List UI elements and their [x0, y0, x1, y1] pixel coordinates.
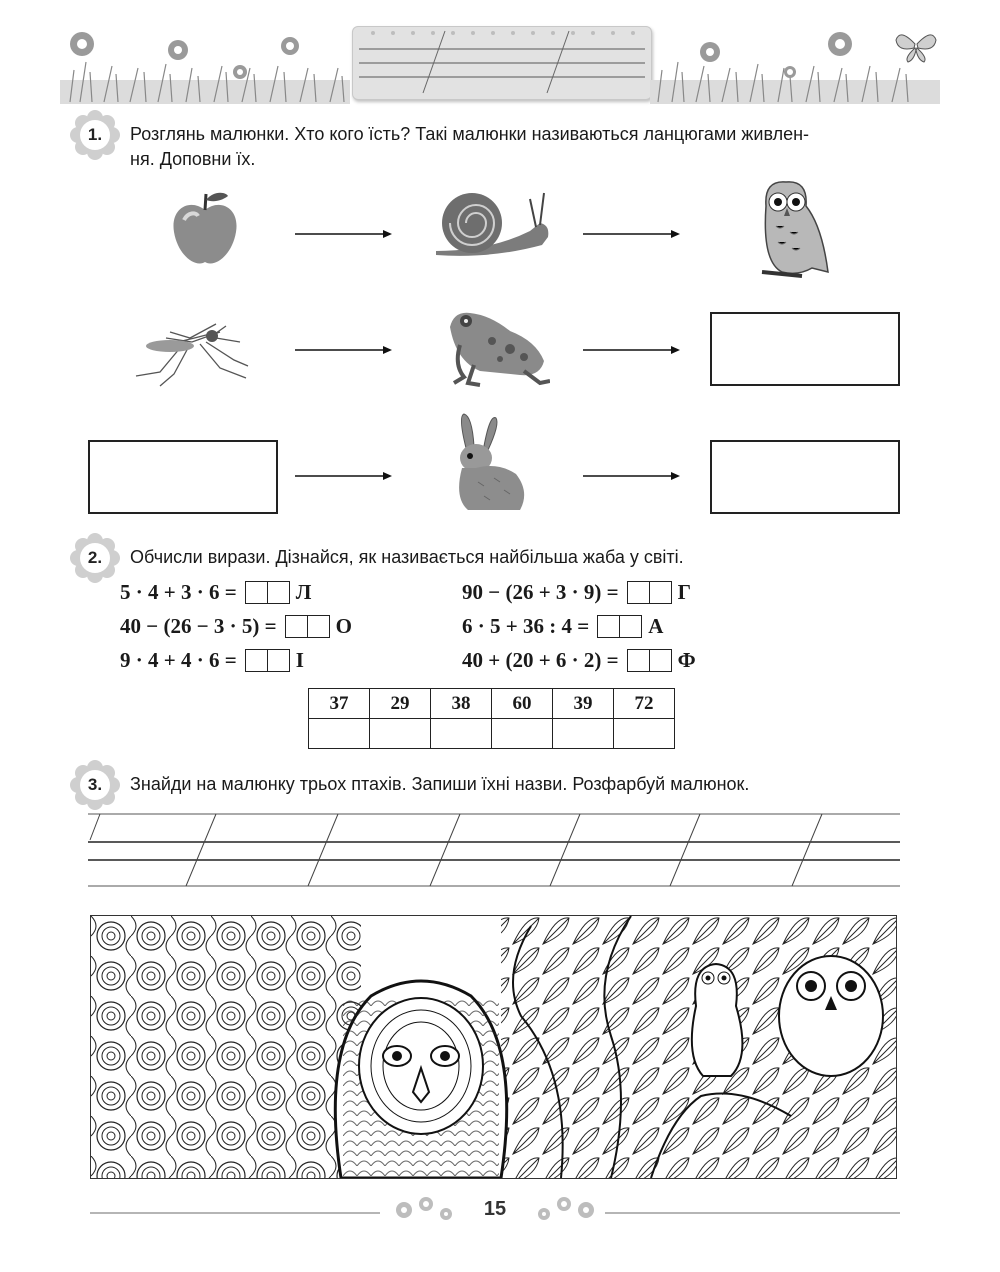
- table-answer-cell[interactable]: [553, 719, 614, 749]
- task-instruction: [130, 122, 910, 172]
- equation-letter: О: [335, 613, 352, 638]
- arrow-icon: [295, 344, 393, 356]
- table-number-cell: 38: [431, 689, 492, 719]
- meadow-decoration-left: [60, 22, 350, 104]
- arrow-icon: [295, 228, 393, 240]
- equation: [462, 578, 691, 606]
- flower-decoration-right: [530, 1194, 600, 1226]
- footer-divider: [90, 1212, 380, 1214]
- table-answer-cell[interactable]: [492, 719, 553, 749]
- owl-picture: [742, 176, 838, 284]
- equation: [120, 612, 352, 640]
- equation-expression: 9 · 4 + 4 · 6 =: [120, 647, 237, 672]
- table-number-cell: 39: [553, 689, 614, 719]
- answer-box[interactable]: [88, 440, 278, 514]
- name-plate: [352, 26, 652, 100]
- arrow-icon: [583, 228, 681, 240]
- equation-expression: 6 · 5 + 36 : 4 =: [462, 613, 590, 638]
- equation: [462, 646, 696, 674]
- equation-letter: Г: [677, 579, 692, 604]
- answer-cells[interactable]: [245, 581, 290, 604]
- exercise-number: 1.: [87, 125, 103, 144]
- arrow-icon: [583, 344, 681, 356]
- table-number-cell: 37: [309, 689, 370, 719]
- flower-decoration-left: [392, 1194, 462, 1226]
- coloring-picture: [90, 915, 897, 1179]
- equation-letter: Ф: [677, 647, 696, 672]
- arrow-icon: [295, 470, 393, 482]
- table-answer-cell[interactable]: [309, 719, 370, 749]
- task-instruction-line-1: Розглянь малюнки. Хто кого їсть? Такі малюнки називаються ланцюгами живлен-: [130, 124, 810, 144]
- equation-letter: А: [648, 613, 664, 638]
- task-instruction: Обчисли вирази. Дізнайся, як називається найбільша жаба у світі.: [130, 547, 684, 567]
- answer-box[interactable]: [710, 440, 900, 514]
- table-answer-cell[interactable]: [614, 719, 675, 749]
- butterfly-icon: [896, 35, 936, 62]
- answer-cells[interactable]: [627, 581, 672, 604]
- answer-cells[interactable]: [597, 615, 642, 638]
- page-number: 15: [483, 1198, 507, 1220]
- task-instruction-line-2: ня. Доповни їх.: [130, 149, 256, 169]
- table-number-cell: 60: [492, 689, 553, 719]
- table-answer-cell[interactable]: [431, 719, 492, 749]
- table-answer-cell[interactable]: [370, 719, 431, 749]
- handwriting-lines[interactable]: [88, 810, 900, 890]
- snail-picture: [430, 185, 560, 265]
- equation: [120, 578, 311, 606]
- table-number-cell: 72: [614, 689, 675, 719]
- equation-expression: 5 · 4 + 3 · 6 =: [120, 579, 237, 604]
- hare-picture: [448, 412, 530, 516]
- exercise-number: 3.: [87, 775, 103, 794]
- task-instruction: Знайди на малюнку трьох птахів. Запиши їхні назви. Розфарбуй малюнок.: [130, 774, 750, 794]
- answer-cells[interactable]: [285, 615, 330, 638]
- answer-box[interactable]: [710, 312, 900, 386]
- exercise-number-badge: [70, 110, 120, 160]
- exercise-number-badge: [70, 760, 120, 810]
- answer-cells[interactable]: [245, 649, 290, 672]
- table-answer-row: [309, 719, 675, 749]
- table-header-row: [309, 689, 675, 719]
- apple-picture: [160, 182, 250, 272]
- arrow-icon: [583, 470, 681, 482]
- equation-expression: 40 − (26 − 3 · 5) =: [120, 613, 277, 638]
- header-banner: [60, 22, 940, 104]
- equation-letter: Л: [295, 579, 312, 604]
- owl-drawing: [335, 981, 506, 1178]
- small-owl-drawing: [692, 964, 743, 1076]
- exercise-number-badge: [70, 533, 120, 583]
- equation-expression: 40 + (20 + 6 · 2) =: [462, 647, 619, 672]
- equation-expression: 90 − (26 + 3 · 9) =: [462, 579, 619, 604]
- equation: [462, 612, 663, 640]
- meadow-decoration-right: [650, 22, 940, 104]
- answer-cells[interactable]: [627, 649, 672, 672]
- frog-picture: [440, 305, 550, 387]
- table-number-cell: 29: [370, 689, 431, 719]
- exercise-number: 2.: [87, 548, 103, 567]
- owl-right-drawing: [779, 956, 883, 1076]
- equation-letter: І: [295, 647, 304, 672]
- answer-table: [308, 688, 675, 749]
- footer-divider: [605, 1212, 900, 1214]
- equation: [120, 646, 304, 674]
- mosquito-picture: [130, 312, 250, 388]
